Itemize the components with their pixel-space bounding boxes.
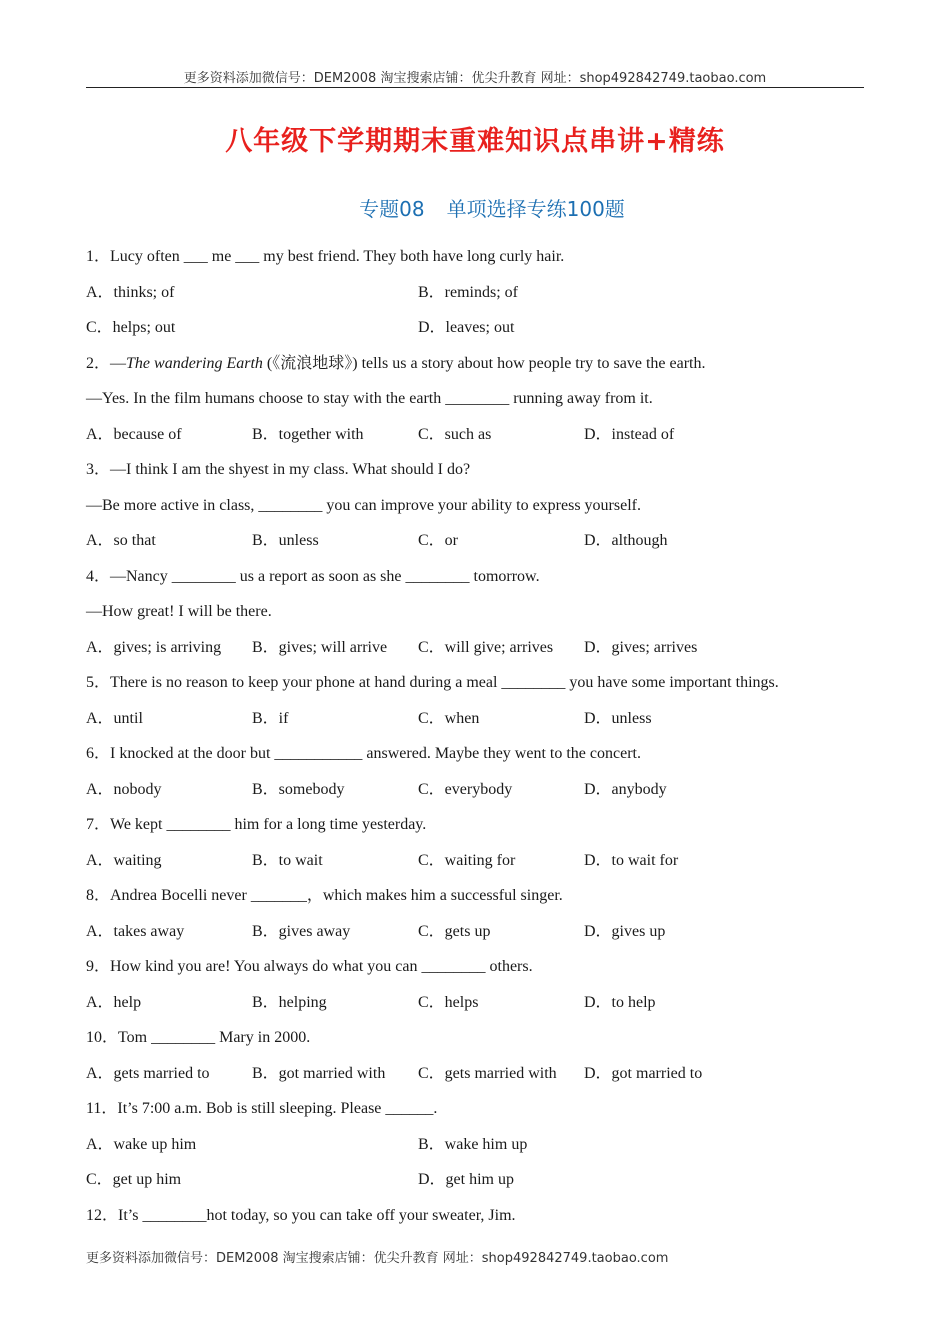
answer-option[interactable]: A．thinks; of xyxy=(86,283,175,301)
page-subtitle xyxy=(0,193,950,222)
options-row xyxy=(86,528,866,564)
answer-option[interactable]: A．because of xyxy=(86,425,182,443)
question-stem: 1．Lucy often ___ me ___ my best friend. They both have long curly hair. xyxy=(86,248,565,265)
answer-option[interactable]: D．get him up xyxy=(418,1171,514,1188)
answer-option[interactable]: B．got married with xyxy=(252,1064,386,1082)
answer-option[interactable]: B．helping xyxy=(252,993,327,1011)
answer-option[interactable]: B．gives; will arrive xyxy=(252,638,388,656)
answer-option[interactable]: D．anybody xyxy=(584,780,667,798)
question-stem: 12．It’s ________hot today, so you can take off your sweater, Jim. xyxy=(86,1206,516,1224)
options-row xyxy=(86,848,866,884)
question-item xyxy=(86,741,866,812)
question-stem: 6．I knocked at the door but ___________ answered. Maybe they went to the concert. xyxy=(86,745,641,762)
question-item xyxy=(86,564,866,671)
answer-option[interactable]: B．to wait xyxy=(252,851,323,869)
answer-option[interactable]: A．so that xyxy=(86,532,156,549)
answer-option[interactable]: A．takes away xyxy=(86,922,185,940)
answer-option[interactable]: C．waiting for xyxy=(418,851,516,869)
page-footer: 更多资料添加微信号：DEM2008 淘宝搜索店铺：优尖升教育 网址：shop492842749.taobao.com xyxy=(86,1251,669,1266)
options-row xyxy=(86,635,866,671)
answer-option[interactable]: C．will give; arrives xyxy=(418,638,554,656)
question-item xyxy=(86,883,866,954)
options-row xyxy=(86,422,866,458)
answer-option[interactable]: B．reminds; of xyxy=(418,283,518,301)
question-stem: 9．How kind you are! You always do what you can ________ others. xyxy=(86,958,533,975)
question-item xyxy=(86,1096,866,1203)
question-item xyxy=(86,457,866,564)
options-row xyxy=(86,315,866,351)
answer-option[interactable]: D．to wait for xyxy=(584,851,679,869)
answer-option[interactable]: A．waiting xyxy=(86,851,162,869)
answer-option[interactable]: D．got married to xyxy=(584,1064,703,1082)
header-divider xyxy=(86,87,864,88)
options-row xyxy=(86,990,866,1026)
answer-option[interactable]: A．nobody xyxy=(86,780,162,798)
answer-option[interactable]: C．gets married with xyxy=(418,1064,557,1082)
options-row xyxy=(86,1167,866,1203)
answer-option[interactable]: A．gives; is arriving xyxy=(86,638,222,656)
question-item xyxy=(86,812,866,883)
answer-option[interactable]: C．or xyxy=(418,532,459,549)
options-row xyxy=(86,777,866,813)
answer-option[interactable]: C．everybody xyxy=(418,780,513,798)
answer-option[interactable]: C．gets up xyxy=(418,922,491,940)
question-stem: 3．—I think I am the shyest in my class. What should I do? xyxy=(86,461,471,478)
question-item xyxy=(86,954,866,1025)
options-row xyxy=(86,706,866,742)
question-item xyxy=(86,670,866,741)
answer-option[interactable]: D．leaves; out xyxy=(418,319,515,336)
question-line: —Yes. In the film humans choose to stay with the earth ________ running away from it. xyxy=(86,390,653,407)
question-stem: 10．Tom ________ Mary in 2000. xyxy=(86,1029,311,1046)
answer-option[interactable]: C．such as xyxy=(418,425,492,443)
answer-option[interactable]: D．to help xyxy=(584,993,656,1011)
subtitle-prefix: 专题08 xyxy=(359,197,425,221)
question-item xyxy=(86,351,866,458)
answer-option[interactable]: D．gives; arrives xyxy=(584,638,698,656)
film-title: The wandering Earth xyxy=(126,354,263,372)
answer-option[interactable]: D．unless xyxy=(584,709,652,727)
page-title: 八年级下学期期末重难知识点串讲+精练 xyxy=(225,126,725,157)
question-stem: 8．Andrea Bocelli never _______，which makes him a successful singer. xyxy=(86,887,563,904)
question-stem: 7．We kept ________ him for a long time yesterday. xyxy=(86,816,427,833)
question-stem: 4．—Nancy ________ us a report as soon as she ________ tomorrow. xyxy=(86,567,540,585)
answer-option[interactable]: D．although xyxy=(584,532,668,549)
answer-option[interactable]: B．somebody xyxy=(252,780,345,798)
subtitle-main: 单项选择专练100题 xyxy=(446,197,625,221)
question-list xyxy=(86,244,866,1238)
answer-option[interactable]: A．until xyxy=(86,709,143,727)
answer-option[interactable]: C．helps xyxy=(418,993,479,1011)
question-stem: 5．There is no reason to keep your phone at hand during a meal ________ you have some important things. xyxy=(86,674,779,691)
options-row xyxy=(86,1132,866,1168)
answer-option[interactable]: C．get up him xyxy=(86,1171,182,1188)
answer-option[interactable]: D．gives up xyxy=(584,922,666,940)
question-stem: 11．It’s 7:00 a.m. Bob is still sleeping. Please ______. xyxy=(86,1100,438,1117)
answer-option[interactable]: C．helps; out xyxy=(86,319,176,336)
page-header: 更多资料添加微信号：DEM2008 淘宝搜索店铺：优尖升教育 网址：shop492842749.taobao.com xyxy=(183,71,767,86)
answer-option[interactable]: B．gives away xyxy=(252,922,351,940)
question-item xyxy=(86,1025,866,1096)
question-item xyxy=(86,244,866,351)
answer-option[interactable]: A．wake up him xyxy=(86,1135,197,1153)
answer-option[interactable]: A．gets married to xyxy=(86,1064,210,1082)
question-item xyxy=(86,1203,866,1239)
answer-option[interactable]: B．if xyxy=(252,709,289,727)
answer-option[interactable]: B．wake him up xyxy=(418,1135,528,1153)
question-stem: 2．—The wandering Earth (《流浪地球》) tells us a story about how people try to save the earth. xyxy=(86,354,706,372)
question-line: —How great! I will be there. xyxy=(86,603,272,620)
answer-option[interactable]: A．help xyxy=(86,993,142,1011)
options-row xyxy=(86,280,866,316)
answer-option[interactable]: D．instead of xyxy=(584,425,675,443)
options-row xyxy=(86,1061,866,1097)
options-row xyxy=(86,919,866,955)
answer-option[interactable]: C．when xyxy=(418,709,480,727)
answer-option[interactable]: B．unless xyxy=(252,532,319,549)
answer-option[interactable]: B．together with xyxy=(252,425,364,443)
question-line: —Be more active in class, ________ you can improve your ability to express yourself. xyxy=(86,496,641,514)
